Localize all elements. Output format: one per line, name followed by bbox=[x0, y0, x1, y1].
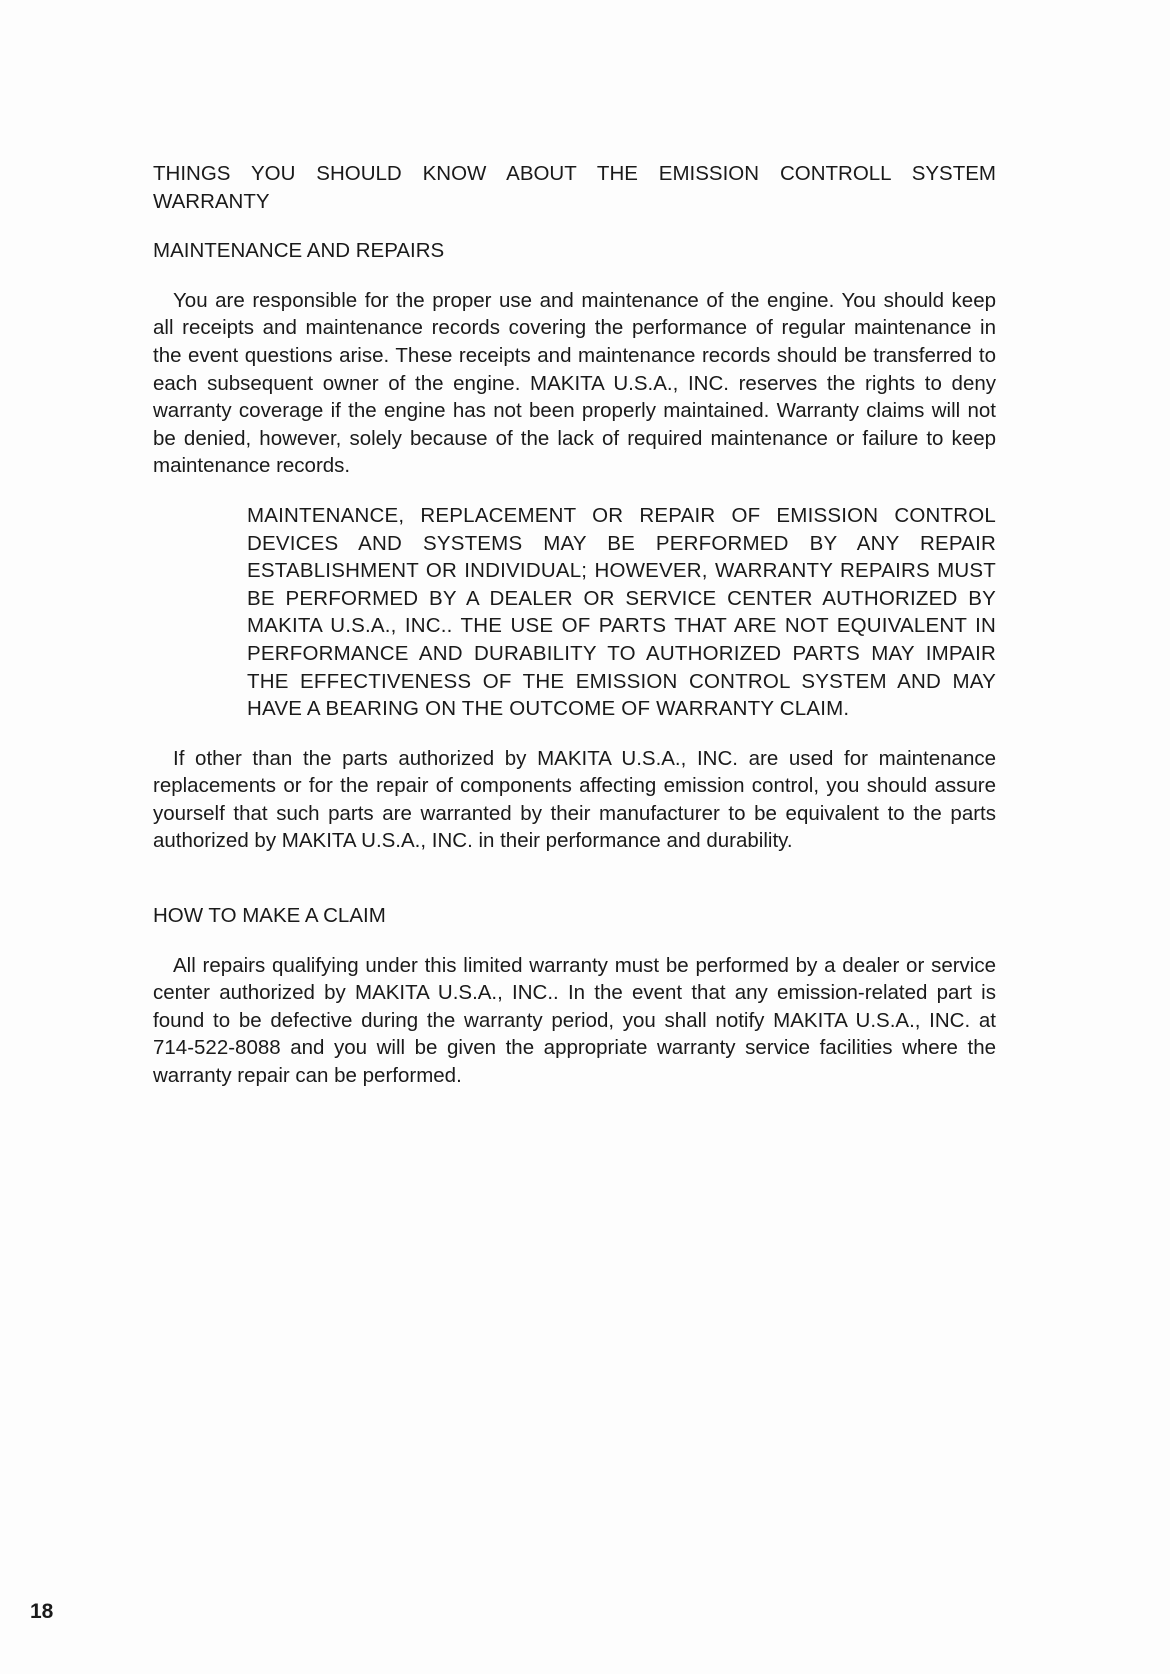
maintenance-notice: MAINTENANCE, REPLACEMENT OR REPAIR OF EMISSION CONTROL DEVICES AND SYSTEMS MAY BE PERFORMED BY ANY REPAIR ESTABLISHMENT OR INDIVIDUAL; HOWEVER, WARRANTY REPAIRS MUST BE PERFORMED BY A DEALER OR SERVICE CENTER AUTHORIZED BY MAKITA U.S.A., INC.. THE USE OF PARTS THAT ARE NOT EQUIVALENT IN PERFORMANCE AND DURABILITY TO AUTHORIZED PARTS MAY IMPAIR THE EFFECTIVENESS OF THE EMISSION CONTROL SYSTEM AND MAY HAVE A BEARING ON THE OUTCOME OF WARRANTY CLAIM. bbox=[247, 503, 996, 721]
claim-paragraph: All repairs qualifying under this limited warranty must be performed by a dealer or service center authorized by MAKITA U.S.A., INC.. In the event that any emission-related part is found to be defective during the warranty period, you shall notify MAKITA U.S.A., INC. at 714-522-8088 and you will be given the appropriate warranty service facilities where the warranty repair can be performed. bbox=[153, 953, 996, 1088]
page-number: 18 bbox=[30, 1600, 54, 1623]
page-content bbox=[153, 160, 996, 1090]
document-title: THINGS YOU SHOULD KNOW ABOUT THE EMISSION CONTROLL SYSTEM WARRANTY bbox=[153, 162, 996, 213]
section-heading-maintenance: MAINTENANCE AND REPAIRS bbox=[153, 239, 445, 263]
section-heading-claim: HOW TO MAKE A CLAIM bbox=[153, 904, 386, 928]
parts-paragraph: If other than the parts authorized by MAKITA U.S.A., INC. are used for maintenance replacements or for the repair of components affecting emission control, you should assure yourself that such parts are warranted by their manufacturer to be equivalent to the parts authorized by MAKITA U.S.A., INC. in their performance and durability. bbox=[153, 746, 996, 853]
maintenance-paragraph: You are responsible for the proper use and maintenance of the engine. You should keep all receipts and maintenance records covering the performance of regular maintenance in the event questions arise. These receipts and maintenance records should be transferred to each subsequent owner of the engine. MAKITA U.S.A., INC. reserves the rights to deny warranty coverage if the engine has not been properly maintained. Warranty claims will not be denied, however, solely because of the lack of required maintenance or failure to keep maintenance records. bbox=[153, 288, 996, 478]
